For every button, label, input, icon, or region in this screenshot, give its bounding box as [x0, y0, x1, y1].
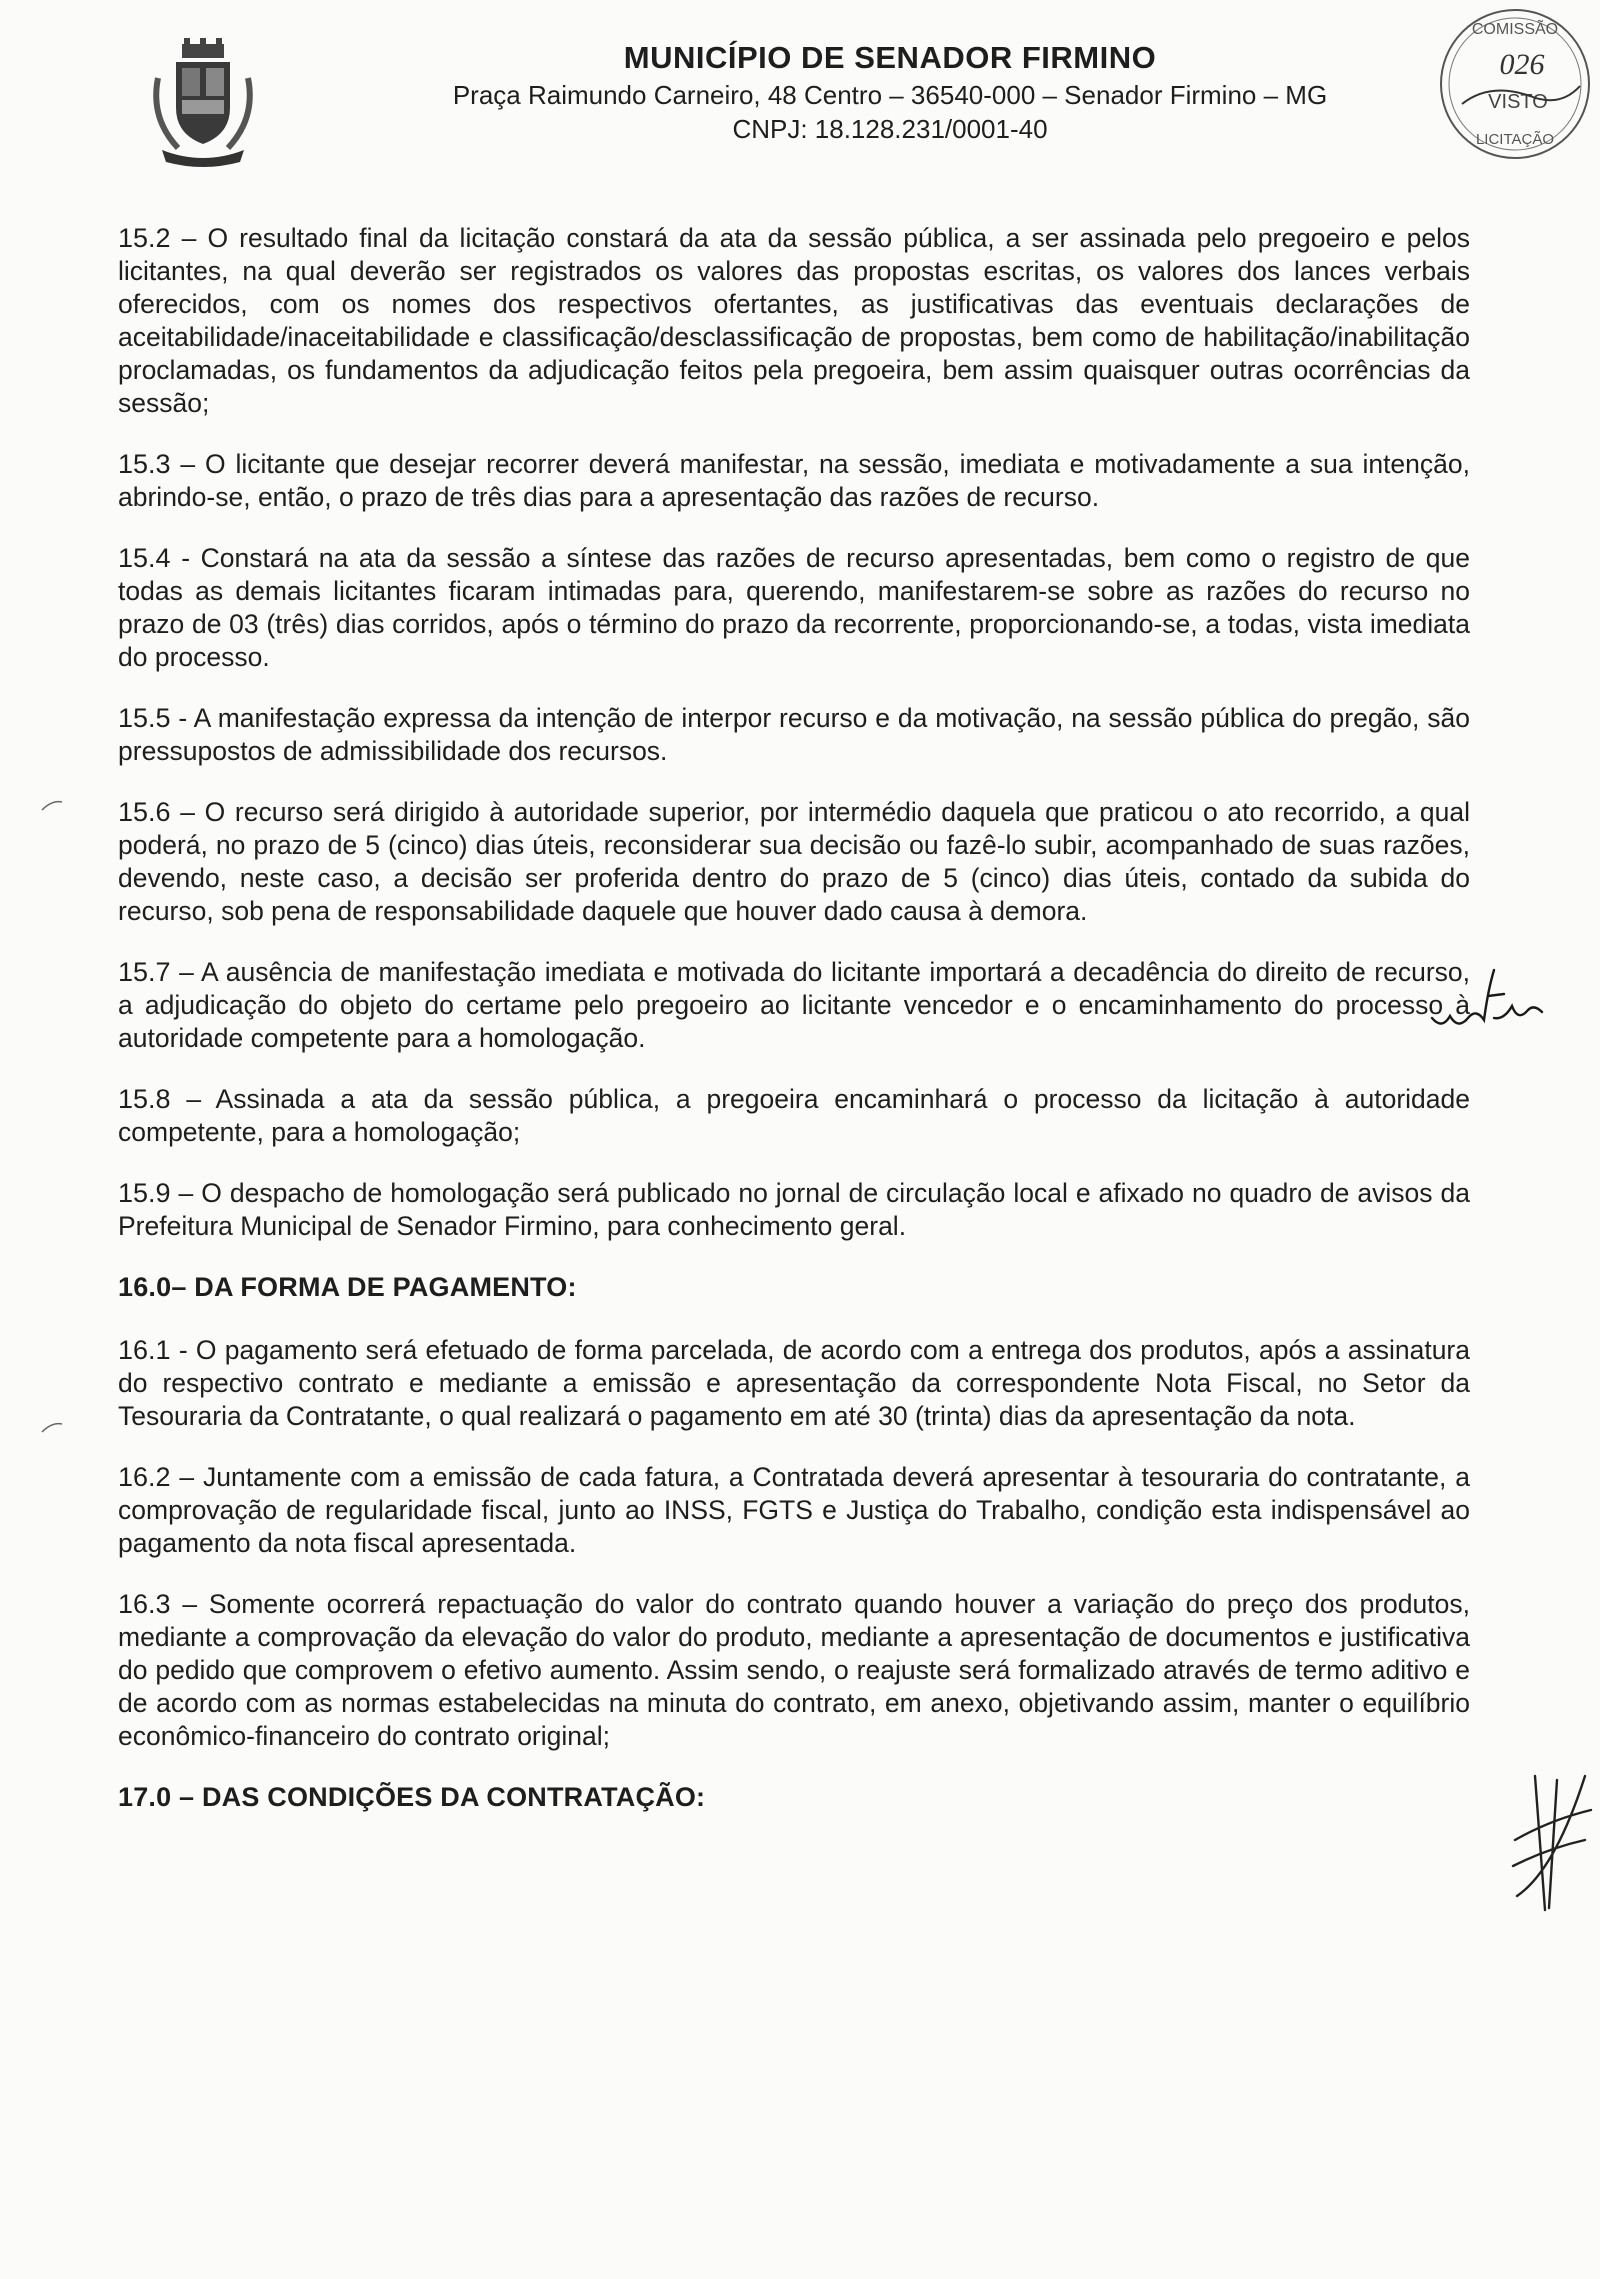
clause-16-2: [118, 1461, 1470, 1560]
clause-15-5: [118, 702, 1470, 768]
clause-text: - A manifestação expressa da intenção de interpor recurso e da motivação, na sessão pública do pregão, são pressupostos de admissibilidade dos recursos.: [118, 703, 1470, 766]
commission-stamp: [1410, 4, 1600, 164]
clause-number: 15.3: [118, 449, 171, 479]
stamp-visto: VISTO: [1488, 91, 1548, 113]
clause-16-1: [118, 1334, 1470, 1433]
clause-number: 16.2: [118, 1462, 171, 1492]
clause-15-7: [118, 956, 1470, 1055]
clause-number: 15.8: [118, 1084, 171, 1114]
clause-15-8: [118, 1083, 1470, 1149]
clause-15-2: [118, 222, 1470, 420]
clause-number: 16.3: [118, 1589, 171, 1619]
clause-number: 15.2: [118, 223, 171, 253]
clause-number: 15.4: [118, 543, 171, 573]
clause-number: 15.7: [118, 957, 171, 987]
stamp-top-text: COMISSÃO: [1471, 21, 1559, 38]
clause-15-6: [118, 796, 1470, 928]
margin-mark: [40, 798, 64, 812]
municipal-coat-of-arms-icon: [148, 38, 258, 168]
clause-text: – O resultado final da licitação constará da ata da sessão pública, a ser assinada pelo pregoeiro e pelos licitantes, na qual deverão ser registrados os valores das propostas escritas, os valores dos lances verbais oferecidos, com os nomes dos respectivos ofertantes, as justificativas das eventuais declarações de aceitabilidade/inaceitabilidade e classificação/desclassificação de propostas, bem como de habilitação/inabilitação proclamadas, os fundamentos da adjudicação feitos pela pregoeira, bem assim quaisquer outras ocorrências da sessão;: [118, 223, 1470, 418]
stamp-bottom-text: LICITAÇÃO: [1475, 131, 1555, 148]
clause-text: – A ausência de manifestação imediata e motivada do licitante importará a decadência do direito de recurso, a adjudicação do objeto do certame pelo pregoeiro ao licitante vencedor e o encaminhamento do processo à autoridade competente para a homologação.: [118, 957, 1470, 1053]
stamp-number: 026: [1499, 48, 1545, 81]
clause-number: 16.1: [118, 1335, 171, 1365]
document-body: [118, 222, 1470, 1844]
clause-16-3: [118, 1588, 1470, 1753]
clause-text: – O recurso será dirigido à autoridade superior, por intermédio daquela que praticou o ato recorrido, a qual poderá, no prazo de 5 (cinco) dias úteis, reconsiderar sua decisão ou fazê-lo subir, acompanhado de suas razões, devendo, neste caso, a decisão ser proferida dentro do prazo de 5 (cinco) dias úteis, contado da subida do recurso, sob pena de responsabilidade daquele que houver dado causa à demora.: [118, 797, 1470, 926]
clause-number: 15.9: [118, 1178, 171, 1208]
handwritten-rubric-signature: [1428, 960, 1548, 1045]
section-heading-17: 17.0 – DAS CONDIÇÕES DA CONTRATAÇÃO:: [118, 1782, 706, 1812]
municipality-name: MUNICÍPIO DE SENADOR FIRMINO: [623, 40, 1157, 75]
margin-mark: [40, 1420, 64, 1434]
clause-text: – Juntamente com a emissão de cada fatura, a Contratada deverá apresentar à tesouraria do contratante, a comprovação de regularidade fiscal, junto ao INSS, FGTS e Justiça do Trabalho, condição esta indispensável ao pagamento da nota fiscal apresentada.: [118, 1462, 1470, 1558]
section-heading-16: 16.0– DA FORMA DE PAGAMENTO:: [118, 1272, 577, 1302]
clause-number: 15.5: [118, 703, 171, 733]
clause-text: – O licitante que desejar recorrer deverá manifestar, na sessão, imediata e motivadamente a sua intenção, abrindo-se, então, o prazo de três dias para a apresentação das razões de recurso.: [118, 449, 1470, 512]
clause-text: – O despacho de homologação será publicado no jornal de circulação local e afixado no quadro de avisos da Prefeitura Municipal de Senador Firmino, para conhecimento geral.: [118, 1178, 1470, 1241]
clause-number: 15.6: [118, 797, 171, 827]
clause-text: - O pagamento será efetuado de forma parcelada, de acordo com a entrega dos produtos, após a assinatura do respectivo contrato e mediante a emissão e apresentação da correspondente Nota Fiscal, no Setor da Tesouraria da Contratante, o qual realizará o pagamento em até 30 (trinta) dias da apresentação da nota.: [118, 1335, 1470, 1431]
clause-text: - Constará na ata da sessão a síntese das razões de recurso apresentadas, bem como o registro de que todas as demais licitantes ficaram intimadas para, querendo, manifestarem-se sobre as razões do recurso no prazo de 03 (três) dias corridos, após o término do prazo da recorrente, proporcionando-se, a todas, vista imediata do processo.: [118, 543, 1470, 672]
clause-15-4: [118, 542, 1470, 674]
municipality-address: Praça Raimundo Carneiro, 48 Centro – 36540-000 – Senador Firmino – MG: [452, 80, 1328, 110]
clause-15-3: [118, 448, 1470, 514]
clause-text: – Assinada a ata da sessão pública, a pregoeira encaminhará o processo da licitação à autoridade competente, para a homologação;: [118, 1084, 1470, 1147]
municipality-cnpj: CNPJ: 18.128.231/0001-40: [732, 114, 1048, 144]
clause-text: – Somente ocorrerá repactuação do valor do contrato quando houver a variação do preço dos produtos, mediante a comprovação da elevação do valor do produto, mediante a apresentação de documentos e justificativa do pedido que comprovem o efetivo aumento. Assim sendo, o reajuste será formalizado através de termo aditivo e de acordo com as normas estabelecidas na minuta do contrato, em anexo, objetivando assim, manter o equilíbrio econômico-financeiro do contrato original;: [118, 1589, 1470, 1751]
handwritten-initials-signature: [1505, 1770, 1595, 1920]
document-header: [0, 0, 1600, 210]
clause-15-9: [118, 1177, 1470, 1243]
